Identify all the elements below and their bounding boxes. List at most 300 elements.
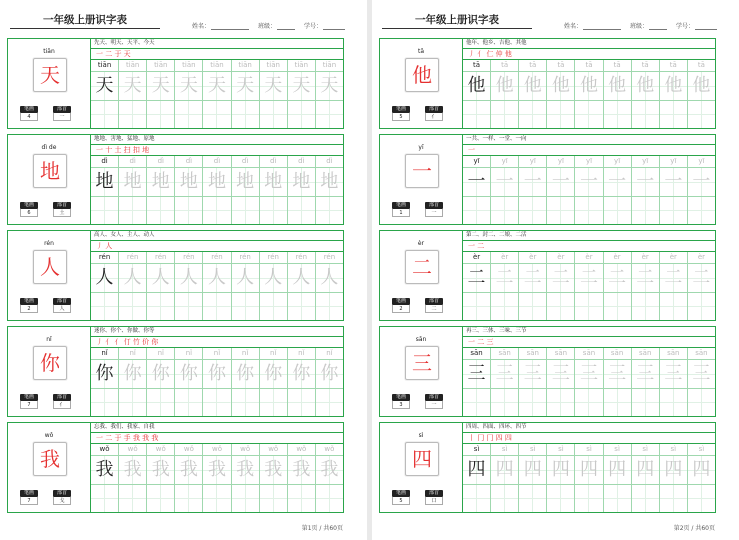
- tracing-cell[interactable]: [604, 360, 632, 388]
- pinyin-cell[interactable]: yī: [519, 156, 547, 167]
- tracing-cell[interactable]: [119, 168, 147, 196]
- name-field-blank[interactable]: [211, 22, 249, 30]
- trace-character: 你: [151, 363, 170, 384]
- pinyin-cell[interactable]: tiān: [147, 60, 175, 71]
- tracing-cell[interactable]: [660, 264, 688, 292]
- blank-writing-row: [91, 197, 343, 224]
- blank-writing-cell[interactable]: [604, 197, 632, 224]
- tracing-cell[interactable]: [119, 264, 147, 292]
- tracing-cell[interactable]: [575, 168, 603, 196]
- tracing-cell[interactable]: [519, 72, 547, 100]
- tracing-cell[interactable]: [288, 72, 316, 100]
- tracing-cell[interactable]: [519, 456, 547, 484]
- trace-character: 我: [236, 459, 255, 480]
- pinyin-cell[interactable]: rén: [147, 252, 175, 263]
- model-character: 地: [95, 171, 114, 192]
- blank-writing-cell[interactable]: [203, 197, 231, 224]
- blank-writing-cell[interactable]: [491, 293, 519, 320]
- tracing-cell[interactable]: [119, 72, 147, 100]
- pinyin-cell[interactable]: yī: [698, 157, 705, 165]
- blank-writing-cell[interactable]: [519, 197, 547, 224]
- blank-writing-cell[interactable]: [463, 485, 491, 512]
- blank-writing-cell[interactable]: [491, 389, 519, 416]
- pinyin-cell[interactable]: sì: [491, 444, 519, 455]
- blank-writing-cell[interactable]: [632, 293, 660, 320]
- blank-writing-cell[interactable]: [288, 293, 316, 320]
- trace-character: 他: [636, 75, 655, 96]
- blank-writing-cell[interactable]: [91, 389, 119, 416]
- tracing-cell[interactable]: [632, 72, 660, 100]
- character-tracing-row: [463, 360, 715, 389]
- student-id-field-label: 学号：: [676, 23, 695, 30]
- tracing-cell[interactable]: [232, 72, 260, 100]
- pinyin-cell[interactable]: tiān: [175, 60, 203, 71]
- blank-writing-cell[interactable]: [688, 197, 715, 224]
- pinyin-cell[interactable]: rén: [323, 253, 336, 261]
- pinyin-cell[interactable]: sān: [547, 348, 575, 359]
- pinyin-cell[interactable]: wǒ: [260, 444, 288, 455]
- pinyin-cell[interactable]: tā: [604, 60, 632, 71]
- blank-writing-cell[interactable]: [463, 101, 491, 128]
- pinyin-cell[interactable]: dì: [175, 156, 203, 167]
- tracing-cell[interactable]: [203, 264, 231, 292]
- blank-writing-cell[interactable]: [519, 485, 547, 512]
- tracing-cell[interactable]: [175, 360, 203, 388]
- character-card: [7, 326, 344, 417]
- tracing-cell[interactable]: [316, 72, 343, 100]
- blank-writing-cell[interactable]: [175, 485, 203, 512]
- pinyin-cell[interactable]: nǐ: [147, 348, 175, 359]
- pinyin-cell[interactable]: sān: [695, 349, 708, 357]
- blank-writing-cell[interactable]: [575, 101, 603, 128]
- class-field[interactable]: [258, 21, 295, 30]
- blank-writing-cell[interactable]: [119, 389, 147, 416]
- pinyin-cell[interactable]: nǐ: [260, 348, 288, 359]
- page-title: 一年级上册识字表: [415, 14, 499, 26]
- character-pinyin: tiān: [43, 48, 55, 55]
- pinyin-cell[interactable]: tā: [519, 60, 547, 71]
- radical-label: 部首: [425, 298, 443, 305]
- tracing-cell[interactable]: [547, 168, 575, 196]
- blank-writing-cell[interactable]: [175, 101, 203, 128]
- blank-writing-cell[interactable]: [203, 389, 231, 416]
- strokes-value: 2: [392, 305, 410, 313]
- blank-writing-cell[interactable]: [660, 485, 688, 512]
- blank-writing-cell[interactable]: [463, 197, 491, 224]
- pinyin-cell[interactable]: sān: [519, 348, 547, 359]
- blank-writing-cell[interactable]: [260, 101, 288, 128]
- blank-writing-cell[interactable]: [547, 197, 575, 224]
- pinyin-cell[interactable]: dì: [326, 157, 333, 165]
- tracing-cell[interactable]: [575, 360, 603, 388]
- tracing-cell[interactable]: [203, 360, 231, 388]
- blank-writing-cell[interactable]: [288, 485, 316, 512]
- tracing-cell[interactable]: [147, 456, 175, 484]
- pinyin-cell[interactable]: rén: [175, 252, 203, 263]
- blank-writing-cell[interactable]: [147, 485, 175, 512]
- tracing-cell[interactable]: [519, 168, 547, 196]
- pinyin-cell[interactable]: dì: [147, 156, 175, 167]
- blank-writing-cell[interactable]: [232, 197, 260, 224]
- tracing-cell[interactable]: [260, 72, 288, 100]
- tracing-cell[interactable]: [316, 264, 343, 292]
- tracing-cell[interactable]: [632, 264, 660, 292]
- character-pinyin: nǐ: [46, 336, 52, 343]
- tracing-cell[interactable]: [688, 264, 715, 292]
- pinyin-cell[interactable]: wǒ: [147, 444, 175, 455]
- pinyin-cell[interactable]: wǒ: [324, 445, 335, 453]
- tracing-cell[interactable]: [604, 456, 632, 484]
- blank-writing-cell[interactable]: [632, 197, 660, 224]
- student-id-field[interactable]: [304, 21, 345, 30]
- blank-writing-cell[interactable]: [632, 485, 660, 512]
- tracing-cell[interactable]: [491, 264, 519, 292]
- pinyin-cell[interactable]: tā: [547, 60, 575, 71]
- class-field[interactable]: [630, 21, 667, 30]
- blank-writing-cell[interactable]: [147, 101, 175, 128]
- trace-character: 一: [579, 171, 598, 192]
- blank-writing-cell[interactable]: [491, 101, 519, 128]
- strokes-info: [20, 106, 38, 121]
- tracing-cell[interactable]: [175, 72, 203, 100]
- blank-writing-cell[interactable]: [147, 293, 175, 320]
- pinyin-cell[interactable]: tā: [632, 60, 660, 71]
- blank-writing-cell[interactable]: [91, 197, 119, 224]
- pinyin-cell[interactable]: dì: [288, 156, 316, 167]
- student-id-field-blank[interactable]: [695, 22, 717, 30]
- blank-writing-cell[interactable]: [519, 389, 547, 416]
- trace-character: 四: [692, 459, 711, 480]
- tracing-cell[interactable]: [288, 168, 316, 196]
- blank-writing-cell[interactable]: [119, 197, 147, 224]
- pinyin-cell[interactable]: tā: [697, 61, 705, 69]
- pinyin-cell[interactable]: wǒ: [203, 444, 231, 455]
- blank-writing-cell[interactable]: [604, 101, 632, 128]
- tracing-cell[interactable]: [632, 360, 660, 388]
- pinyin-cell[interactable]: tā: [660, 60, 688, 71]
- tracing-cell[interactable]: [632, 456, 660, 484]
- pinyin-cell[interactable]: yī: [575, 156, 603, 167]
- blank-writing-cell[interactable]: [491, 485, 519, 512]
- tracing-cell[interactable]: [547, 456, 575, 484]
- blank-writing-cell[interactable]: [288, 389, 316, 416]
- tracing-cell[interactable]: [175, 456, 203, 484]
- tracing-cell[interactable]: [660, 456, 688, 484]
- blank-writing-cell[interactable]: [175, 389, 203, 416]
- pinyin-cell[interactable]: nǐ: [203, 348, 231, 359]
- blank-writing-cell[interactable]: [288, 197, 316, 224]
- pinyin-cell[interactable]: èr: [604, 252, 632, 263]
- pinyin-cell[interactable]: rén: [260, 252, 288, 263]
- tracing-cell[interactable]: [519, 264, 547, 292]
- pinyin-cell[interactable]: tiān: [288, 60, 316, 71]
- name-field-blank[interactable]: [583, 22, 621, 30]
- tracing-cell[interactable]: [147, 360, 175, 388]
- blank-writing-cell[interactable]: [604, 293, 632, 320]
- pinyin-cell[interactable]: èr: [491, 252, 519, 263]
- tracing-cell[interactable]: [547, 72, 575, 100]
- character-info-panel: [380, 423, 463, 512]
- blank-writing-cell[interactable]: [604, 389, 632, 416]
- blank-writing-row: [91, 389, 343, 416]
- blank-writing-cell[interactable]: [575, 293, 603, 320]
- blank-writing-cell[interactable]: [491, 197, 519, 224]
- blank-writing-cell[interactable]: [463, 389, 491, 416]
- blank-writing-cell[interactable]: [119, 101, 147, 128]
- name-field[interactable]: [192, 21, 249, 30]
- blank-writing-cell[interactable]: [688, 101, 715, 128]
- blank-writing-cell[interactable]: [688, 293, 715, 320]
- blank-writing-cell[interactable]: [288, 101, 316, 128]
- pinyin-cell: sān: [463, 348, 491, 359]
- tracing-cell[interactable]: [688, 360, 715, 388]
- pinyin-cell[interactable]: yī: [547, 156, 575, 167]
- tracing-cell[interactable]: [175, 264, 203, 292]
- blank-writing-cell[interactable]: [147, 197, 175, 224]
- blank-writing-cell[interactable]: [232, 389, 260, 416]
- tracing-cell[interactable]: [288, 456, 316, 484]
- blank-writing-cell[interactable]: [575, 197, 603, 224]
- pinyin-cell[interactable]: sì: [604, 444, 632, 455]
- radical-value: 亻: [425, 113, 443, 121]
- pinyin-cell[interactable]: wǒ: [119, 444, 147, 455]
- blank-writing-cell[interactable]: [660, 389, 688, 416]
- pinyin-cell[interactable]: yī: [491, 156, 519, 167]
- student-id-field[interactable]: [676, 21, 717, 30]
- blank-writing-cell[interactable]: [632, 389, 660, 416]
- tracing-cell[interactable]: [119, 456, 147, 484]
- blank-writing-cell[interactable]: [232, 485, 260, 512]
- tracing-cell[interactable]: [547, 360, 575, 388]
- pinyin-cell[interactable]: rén: [232, 252, 260, 263]
- blank-writing-cell[interactable]: [147, 389, 175, 416]
- pinyin-cell[interactable]: sì: [547, 444, 575, 455]
- pinyin-cell[interactable]: èr: [660, 252, 688, 263]
- tracing-cell[interactable]: [260, 360, 288, 388]
- tracing-cell[interactable]: [547, 264, 575, 292]
- tracing-cell[interactable]: [260, 456, 288, 484]
- pinyin-cell[interactable]: èr: [575, 252, 603, 263]
- tracing-cell[interactable]: [288, 264, 316, 292]
- tracing-cell[interactable]: [288, 360, 316, 388]
- blank-writing-cell[interactable]: [316, 293, 343, 320]
- tracing-cell[interactable]: [316, 456, 343, 484]
- tracing-cell[interactable]: [232, 360, 260, 388]
- blank-writing-cell[interactable]: [316, 485, 343, 512]
- pinyin-cell[interactable]: dì: [203, 156, 231, 167]
- pinyin-cell[interactable]: sān: [491, 348, 519, 359]
- blank-writing-cell[interactable]: [119, 293, 147, 320]
- pinyin-cell[interactable]: rén: [119, 252, 147, 263]
- name-field[interactable]: [564, 21, 621, 30]
- trace-character: 四: [608, 459, 627, 480]
- pinyin-cell[interactable]: tiān: [203, 60, 231, 71]
- pinyin-cell[interactable]: yī: [632, 156, 660, 167]
- tracing-cell[interactable]: [491, 168, 519, 196]
- pinyin-cell[interactable]: nǐ: [175, 348, 203, 359]
- blank-writing-cell[interactable]: [547, 293, 575, 320]
- pinyin-cell[interactable]: tiān: [119, 60, 147, 71]
- tracing-cell[interactable]: [688, 168, 715, 196]
- blank-writing-cell[interactable]: [519, 101, 547, 128]
- tracing-cell[interactable]: [147, 72, 175, 100]
- pinyin-cell[interactable]: èr: [519, 252, 547, 263]
- blank-writing-cell[interactable]: [91, 101, 119, 128]
- blank-writing-cell[interactable]: [316, 197, 343, 224]
- pinyin-cell[interactable]: rén: [288, 252, 316, 263]
- blank-writing-cell[interactable]: [316, 389, 343, 416]
- tracing-cell[interactable]: [147, 168, 175, 196]
- pinyin-cell[interactable]: èr: [632, 252, 660, 263]
- blank-writing-cell[interactable]: [632, 101, 660, 128]
- tracing-cell[interactable]: [260, 264, 288, 292]
- blank-writing-cell[interactable]: [203, 293, 231, 320]
- pinyin-cell[interactable]: sān: [660, 348, 688, 359]
- tracing-cell[interactable]: [491, 72, 519, 100]
- blank-writing-cell[interactable]: [463, 293, 491, 320]
- tracing-cell[interactable]: [203, 456, 231, 484]
- tracing-cell[interactable]: [260, 168, 288, 196]
- student-id-field-blank[interactable]: [323, 22, 345, 30]
- pinyin-cell[interactable]: sì: [698, 445, 705, 453]
- tracing-cell[interactable]: [203, 72, 231, 100]
- pinyin-cell[interactable]: rén: [203, 252, 231, 263]
- tracing-cell[interactable]: [119, 360, 147, 388]
- tracing-cell[interactable]: [203, 168, 231, 196]
- class-field-blank[interactable]: [649, 22, 667, 30]
- pinyin-cell[interactable]: yī: [604, 156, 632, 167]
- pinyin-cell[interactable]: dì: [260, 156, 288, 167]
- blank-writing-cell[interactable]: [316, 101, 343, 128]
- pinyin-cell[interactable]: èr: [697, 253, 706, 261]
- tracing-cell[interactable]: [147, 264, 175, 292]
- tracing-cell[interactable]: [519, 360, 547, 388]
- radical-value: 一: [425, 401, 443, 409]
- blank-writing-cell[interactable]: [660, 197, 688, 224]
- tracing-cell[interactable]: [575, 456, 603, 484]
- pinyin-cell: dì: [91, 156, 119, 167]
- character-pinyin: yī: [418, 144, 424, 151]
- pinyin-cell[interactable]: nǐ: [232, 348, 260, 359]
- character-pinyin: rén: [44, 240, 54, 247]
- tracing-cell[interactable]: [491, 456, 519, 484]
- pinyin-cell[interactable]: wǒ: [232, 444, 260, 455]
- trace-character: 他: [664, 75, 683, 96]
- blank-writing-cell[interactable]: [547, 485, 575, 512]
- pinyin-cell[interactable]: sān: [575, 348, 603, 359]
- blank-writing-cell[interactable]: [175, 197, 203, 224]
- tracing-cell[interactable]: [688, 72, 715, 100]
- blank-writing-cell[interactable]: [91, 485, 119, 512]
- stroke-order: 丿 人: [91, 241, 343, 252]
- tracing-cell[interactable]: [688, 456, 715, 484]
- tracing-cell[interactable]: [575, 72, 603, 100]
- tracing-cell[interactable]: [660, 168, 688, 196]
- tracing-cell[interactable]: [316, 168, 343, 196]
- trace-character: 一: [664, 171, 683, 192]
- pinyin-cell[interactable]: dì: [119, 156, 147, 167]
- blank-writing-cell[interactable]: [660, 293, 688, 320]
- pinyin-cell[interactable]: tiān: [260, 60, 288, 71]
- blank-writing-cell[interactable]: [260, 389, 288, 416]
- blank-writing-cell[interactable]: [232, 101, 260, 128]
- tracing-cell[interactable]: [604, 72, 632, 100]
- pinyin-cell[interactable]: sì: [575, 444, 603, 455]
- pinyin-cell[interactable]: wǒ: [288, 444, 316, 455]
- character-pinyin: wǒ: [44, 432, 54, 439]
- tracing-cell[interactable]: [632, 168, 660, 196]
- class-field-blank[interactable]: [277, 22, 295, 30]
- trace-character: 一: [523, 171, 542, 192]
- radical-label: 部首: [425, 490, 443, 497]
- pinyin-cell[interactable]: nǐ: [326, 349, 333, 357]
- pinyin-cell[interactable]: sān: [604, 348, 632, 359]
- blank-writing-row: [463, 485, 715, 512]
- tracing-cell[interactable]: [491, 360, 519, 388]
- radical-info: [425, 202, 443, 217]
- blank-writing-cell[interactable]: [260, 197, 288, 224]
- pinyin-cell[interactable]: èr: [547, 252, 575, 263]
- pinyin-cell[interactable]: sì: [519, 444, 547, 455]
- blank-writing-cell[interactable]: [260, 485, 288, 512]
- blank-writing-cell[interactable]: [604, 485, 632, 512]
- pinyin-cell[interactable]: tiān: [322, 61, 337, 69]
- blank-writing-cell[interactable]: [547, 101, 575, 128]
- pinyin-cell[interactable]: nǐ: [119, 348, 147, 359]
- tracing-cell[interactable]: [575, 264, 603, 292]
- radical-value: 土: [53, 209, 71, 217]
- blank-writing-cell[interactable]: [575, 485, 603, 512]
- tracing-cell[interactable]: [604, 264, 632, 292]
- pinyin-cell[interactable]: dì: [232, 156, 260, 167]
- tracing-cell[interactable]: [604, 168, 632, 196]
- pinyin-cell[interactable]: yī: [660, 156, 688, 167]
- blank-writing-cell[interactable]: [91, 293, 119, 320]
- tracing-cell[interactable]: [660, 360, 688, 388]
- pinyin-practice-row: [463, 444, 715, 456]
- pinyin-cell[interactable]: sān: [632, 348, 660, 359]
- pinyin-cell[interactable]: tā: [575, 60, 603, 71]
- blank-writing-cell[interactable]: [203, 485, 231, 512]
- tracing-cell[interactable]: [232, 168, 260, 196]
- tracing-cell[interactable]: [232, 264, 260, 292]
- pinyin-cell[interactable]: tā: [491, 60, 519, 71]
- pinyin-cell[interactable]: wǒ: [175, 444, 203, 455]
- trace-character: 他: [523, 75, 542, 96]
- pinyin-cell[interactable]: sì: [632, 444, 660, 455]
- blank-writing-cell[interactable]: [688, 389, 715, 416]
- blank-writing-cell[interactable]: [119, 485, 147, 512]
- blank-writing-cell[interactable]: [575, 389, 603, 416]
- blank-writing-cell[interactable]: [688, 485, 715, 512]
- pinyin-cell[interactable]: tiān: [232, 60, 260, 71]
- blank-writing-cell[interactable]: [547, 389, 575, 416]
- blank-writing-cell[interactable]: [232, 293, 260, 320]
- pinyin-cell[interactable]: sì: [660, 444, 688, 455]
- blank-writing-cell[interactable]: [203, 101, 231, 128]
- pinyin-cell[interactable]: nǐ: [288, 348, 316, 359]
- tracing-cell[interactable]: [316, 360, 343, 388]
- pinyin-cell: sì: [463, 444, 491, 455]
- blank-writing-cell[interactable]: [260, 293, 288, 320]
- tracing-cell[interactable]: [175, 168, 203, 196]
- blank-writing-cell[interactable]: [175, 293, 203, 320]
- tracing-cell[interactable]: [232, 456, 260, 484]
- character-card: [7, 422, 344, 513]
- blank-writing-cell[interactable]: [660, 101, 688, 128]
- blank-writing-cell[interactable]: [519, 293, 547, 320]
- tracing-cell[interactable]: [660, 72, 688, 100]
